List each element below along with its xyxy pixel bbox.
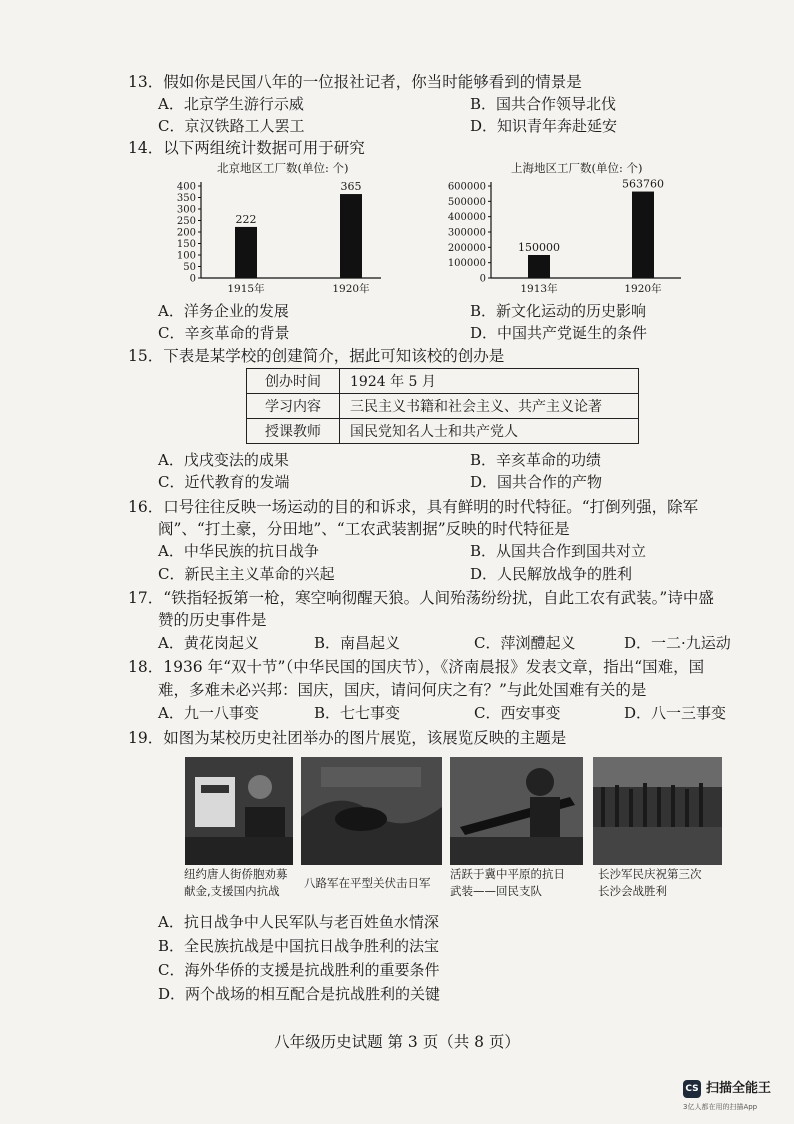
table-key: 学习内容 bbox=[247, 394, 340, 419]
bar-value-label: 365 bbox=[340, 180, 362, 194]
table-row bbox=[247, 419, 639, 444]
y-tick-label: 200000 bbox=[447, 242, 486, 254]
bar-value-label: 563760 bbox=[622, 177, 664, 191]
table-value: 国民党知名人士和共产党人 bbox=[340, 419, 639, 444]
q15-option-d: D．国共合作的产物 bbox=[470, 473, 603, 491]
q15-option-b: B．辛亥革命的功绩 bbox=[470, 451, 602, 469]
caption-line: 长沙会战胜利 bbox=[598, 884, 667, 898]
y-tick-label: 600000 bbox=[447, 181, 486, 193]
q18-option-c: C．西安事变 bbox=[474, 704, 561, 722]
y-tick-label: 100000 bbox=[447, 258, 486, 270]
q13-stem: 13．假如你是民国八年的一位报社记者，你当时能够看到的情景是 bbox=[128, 73, 582, 91]
table-key: 创办时间 bbox=[247, 369, 340, 394]
table-row bbox=[247, 394, 639, 419]
q13-option-b: B．国共合作领导北伐 bbox=[470, 95, 617, 113]
bar bbox=[632, 192, 654, 278]
photo-image-icon bbox=[593, 757, 722, 865]
photo-image-icon bbox=[185, 757, 293, 865]
q19-option-a: A．抗日战争中人民军队与老百姓鱼水情深 bbox=[158, 913, 439, 931]
q14-option-c: C．辛亥革命的背景 bbox=[158, 324, 290, 342]
q19-option-d: D．两个战场的相互配合是抗战胜利的关键 bbox=[158, 985, 441, 1003]
photo-hui-detachment bbox=[450, 757, 583, 865]
q17-stem-line2: 赞的历史事件是 bbox=[158, 611, 267, 629]
photo-changsha bbox=[593, 757, 722, 865]
table-key: 授课教师 bbox=[247, 419, 340, 444]
table-value: 1924 年 5 月 bbox=[340, 369, 639, 394]
y-tick-label: 300000 bbox=[447, 227, 486, 239]
bar-value-label: 150000 bbox=[518, 241, 560, 254]
chart-title: 上海地区工厂数(单位: 个) bbox=[511, 161, 643, 175]
q17-stem-line1: 17．“铁指轻扳第一枪，寒空响彻醒天狼。人间殆荡纷纷扰，自此工农有武装。”诗中盛 bbox=[128, 589, 714, 607]
q17-option-b: B．南昌起义 bbox=[314, 634, 401, 652]
y-tick-label: 0 bbox=[189, 273, 196, 285]
q14-stem: 14．以下两组统计数据可用于研究 bbox=[128, 139, 365, 157]
q15-option-a: A．戊戌变法的成果 bbox=[158, 451, 289, 469]
q18-option-d: D．八一三事变 bbox=[624, 704, 727, 722]
q16-option-c: C．新民主主义革命的兴起 bbox=[158, 565, 335, 583]
caption-line: 八路军在平型关伏击日军 bbox=[304, 876, 431, 890]
table-row bbox=[247, 369, 639, 394]
photo-image-icon bbox=[450, 757, 583, 865]
q16-option-d: D．人民解放战争的胜利 bbox=[470, 565, 633, 583]
table-value: 三民主义书籍和社会主义、共产主义论著 bbox=[340, 394, 639, 419]
q14-option-d: D．中国共产党诞生的条件 bbox=[470, 324, 648, 342]
q13-option-a: A．北京学生游行示威 bbox=[158, 95, 304, 113]
photo-caption-3 bbox=[450, 866, 565, 900]
q19-option-b: B．全民族抗战是中国抗日战争胜利的法宝 bbox=[158, 937, 440, 955]
q18-option-a: A．九一八事变 bbox=[158, 704, 259, 722]
beijing-factory-chart bbox=[165, 158, 395, 298]
q19-option-c: C．海外华侨的支援是抗战胜利的重要条件 bbox=[158, 961, 440, 979]
caption-line: 长沙军民庆祝第三次 bbox=[598, 867, 702, 881]
q14-option-a: A．洋务企业的发展 bbox=[158, 302, 289, 320]
q18-stem-line2: 难，多难未必兴邦：国庆，国庆，请问何庆之有？”与此处国难有关的是 bbox=[158, 681, 647, 699]
photo-pingxingguan bbox=[301, 757, 442, 865]
photo-caption-1 bbox=[184, 866, 288, 900]
q18-option-b: B．七七事变 bbox=[314, 704, 401, 722]
y-tick-label: 500000 bbox=[447, 196, 486, 208]
q16-option-b: B．从国共合作到国共对立 bbox=[470, 542, 647, 560]
photo-image-icon bbox=[301, 757, 442, 865]
school-info-table bbox=[246, 368, 639, 444]
caption-line: 武装——回民支队 bbox=[450, 884, 542, 898]
q18-stem-line1: 18．1936 年“双十节”（中华民国的国庆节），《济南晨报》发表文章，指出“国难，国 bbox=[128, 658, 705, 676]
q19-stem: 19．如图为某校历史社团举办的图片展览，该展览反映的主题是 bbox=[128, 729, 567, 747]
bar bbox=[528, 255, 550, 278]
bar-value-label: 222 bbox=[235, 212, 257, 226]
y-tick-label: 250 bbox=[176, 216, 196, 227]
q17-option-a: A．黄花岗起义 bbox=[158, 634, 259, 652]
photo-caption-4 bbox=[598, 866, 702, 900]
caption-line: 献金,支援国内抗战 bbox=[184, 884, 280, 898]
q17-option-d: D．一二·九运动 bbox=[624, 634, 731, 652]
y-tick-label: 300 bbox=[176, 204, 196, 216]
q16-stem-line1: 16．口号往往反映一场运动的目的和诉求，具有鲜明的时代特征。“打倒列强，除军 bbox=[128, 498, 699, 516]
q15-option-c: C．近代教育的发端 bbox=[158, 473, 290, 491]
q16-stem-line2: 阀”、“打土豪，分田地”、“工农武装割据”反映的时代特征是 bbox=[158, 520, 570, 538]
q13-option-c: C．京汉铁路工人罢工 bbox=[158, 117, 305, 135]
y-tick-label: 200 bbox=[176, 227, 196, 239]
q15-stem: 15．下表是某学校的创建简介，据此可知该校的创办是 bbox=[128, 347, 505, 365]
scanner-logo-icon: CS bbox=[683, 1080, 701, 1098]
page-footer: 八年级历史试题 第 3 页（共 8 页） bbox=[274, 1033, 520, 1051]
x-tick-label: 1920年 bbox=[332, 283, 370, 295]
x-tick-label: 1915年 bbox=[227, 283, 265, 295]
caption-line: 活跃于冀中平原的抗日 bbox=[450, 867, 565, 881]
y-tick-label: 100 bbox=[176, 250, 196, 262]
q14-option-b: B．新文化运动的历史影响 bbox=[470, 302, 647, 320]
x-tick-label: 1920年 bbox=[624, 283, 662, 295]
shanghai-factory-chart bbox=[435, 158, 695, 298]
photo-caption-2 bbox=[304, 875, 431, 892]
q13-option-d: D．知识青年奔赴延安 bbox=[470, 117, 618, 135]
y-tick-label: 50 bbox=[183, 262, 196, 273]
y-tick-label: 0 bbox=[479, 273, 486, 285]
q17-option-c: C．萍浏醴起义 bbox=[474, 634, 576, 652]
y-tick-label: 400 bbox=[176, 181, 196, 193]
y-tick-label: 150 bbox=[176, 239, 196, 250]
y-tick-label: 400000 bbox=[447, 212, 486, 224]
scanner-name: 扫描全能王 bbox=[706, 1081, 772, 1096]
chart-title: 北京地区工厂数(单位: 个) bbox=[217, 161, 349, 175]
x-tick-label: 1913年 bbox=[520, 283, 558, 295]
caption-line: 纽约唐人街侨胞劝募 bbox=[184, 867, 288, 881]
y-tick-label: 350 bbox=[176, 193, 196, 204]
bar bbox=[340, 194, 362, 278]
q16-option-a: A．中华民族的抗日战争 bbox=[158, 542, 319, 560]
scanner-tagline: 3亿人都在用的扫描App bbox=[683, 1103, 758, 1111]
bar bbox=[235, 227, 257, 278]
photo-overseas-chinese bbox=[185, 757, 293, 865]
